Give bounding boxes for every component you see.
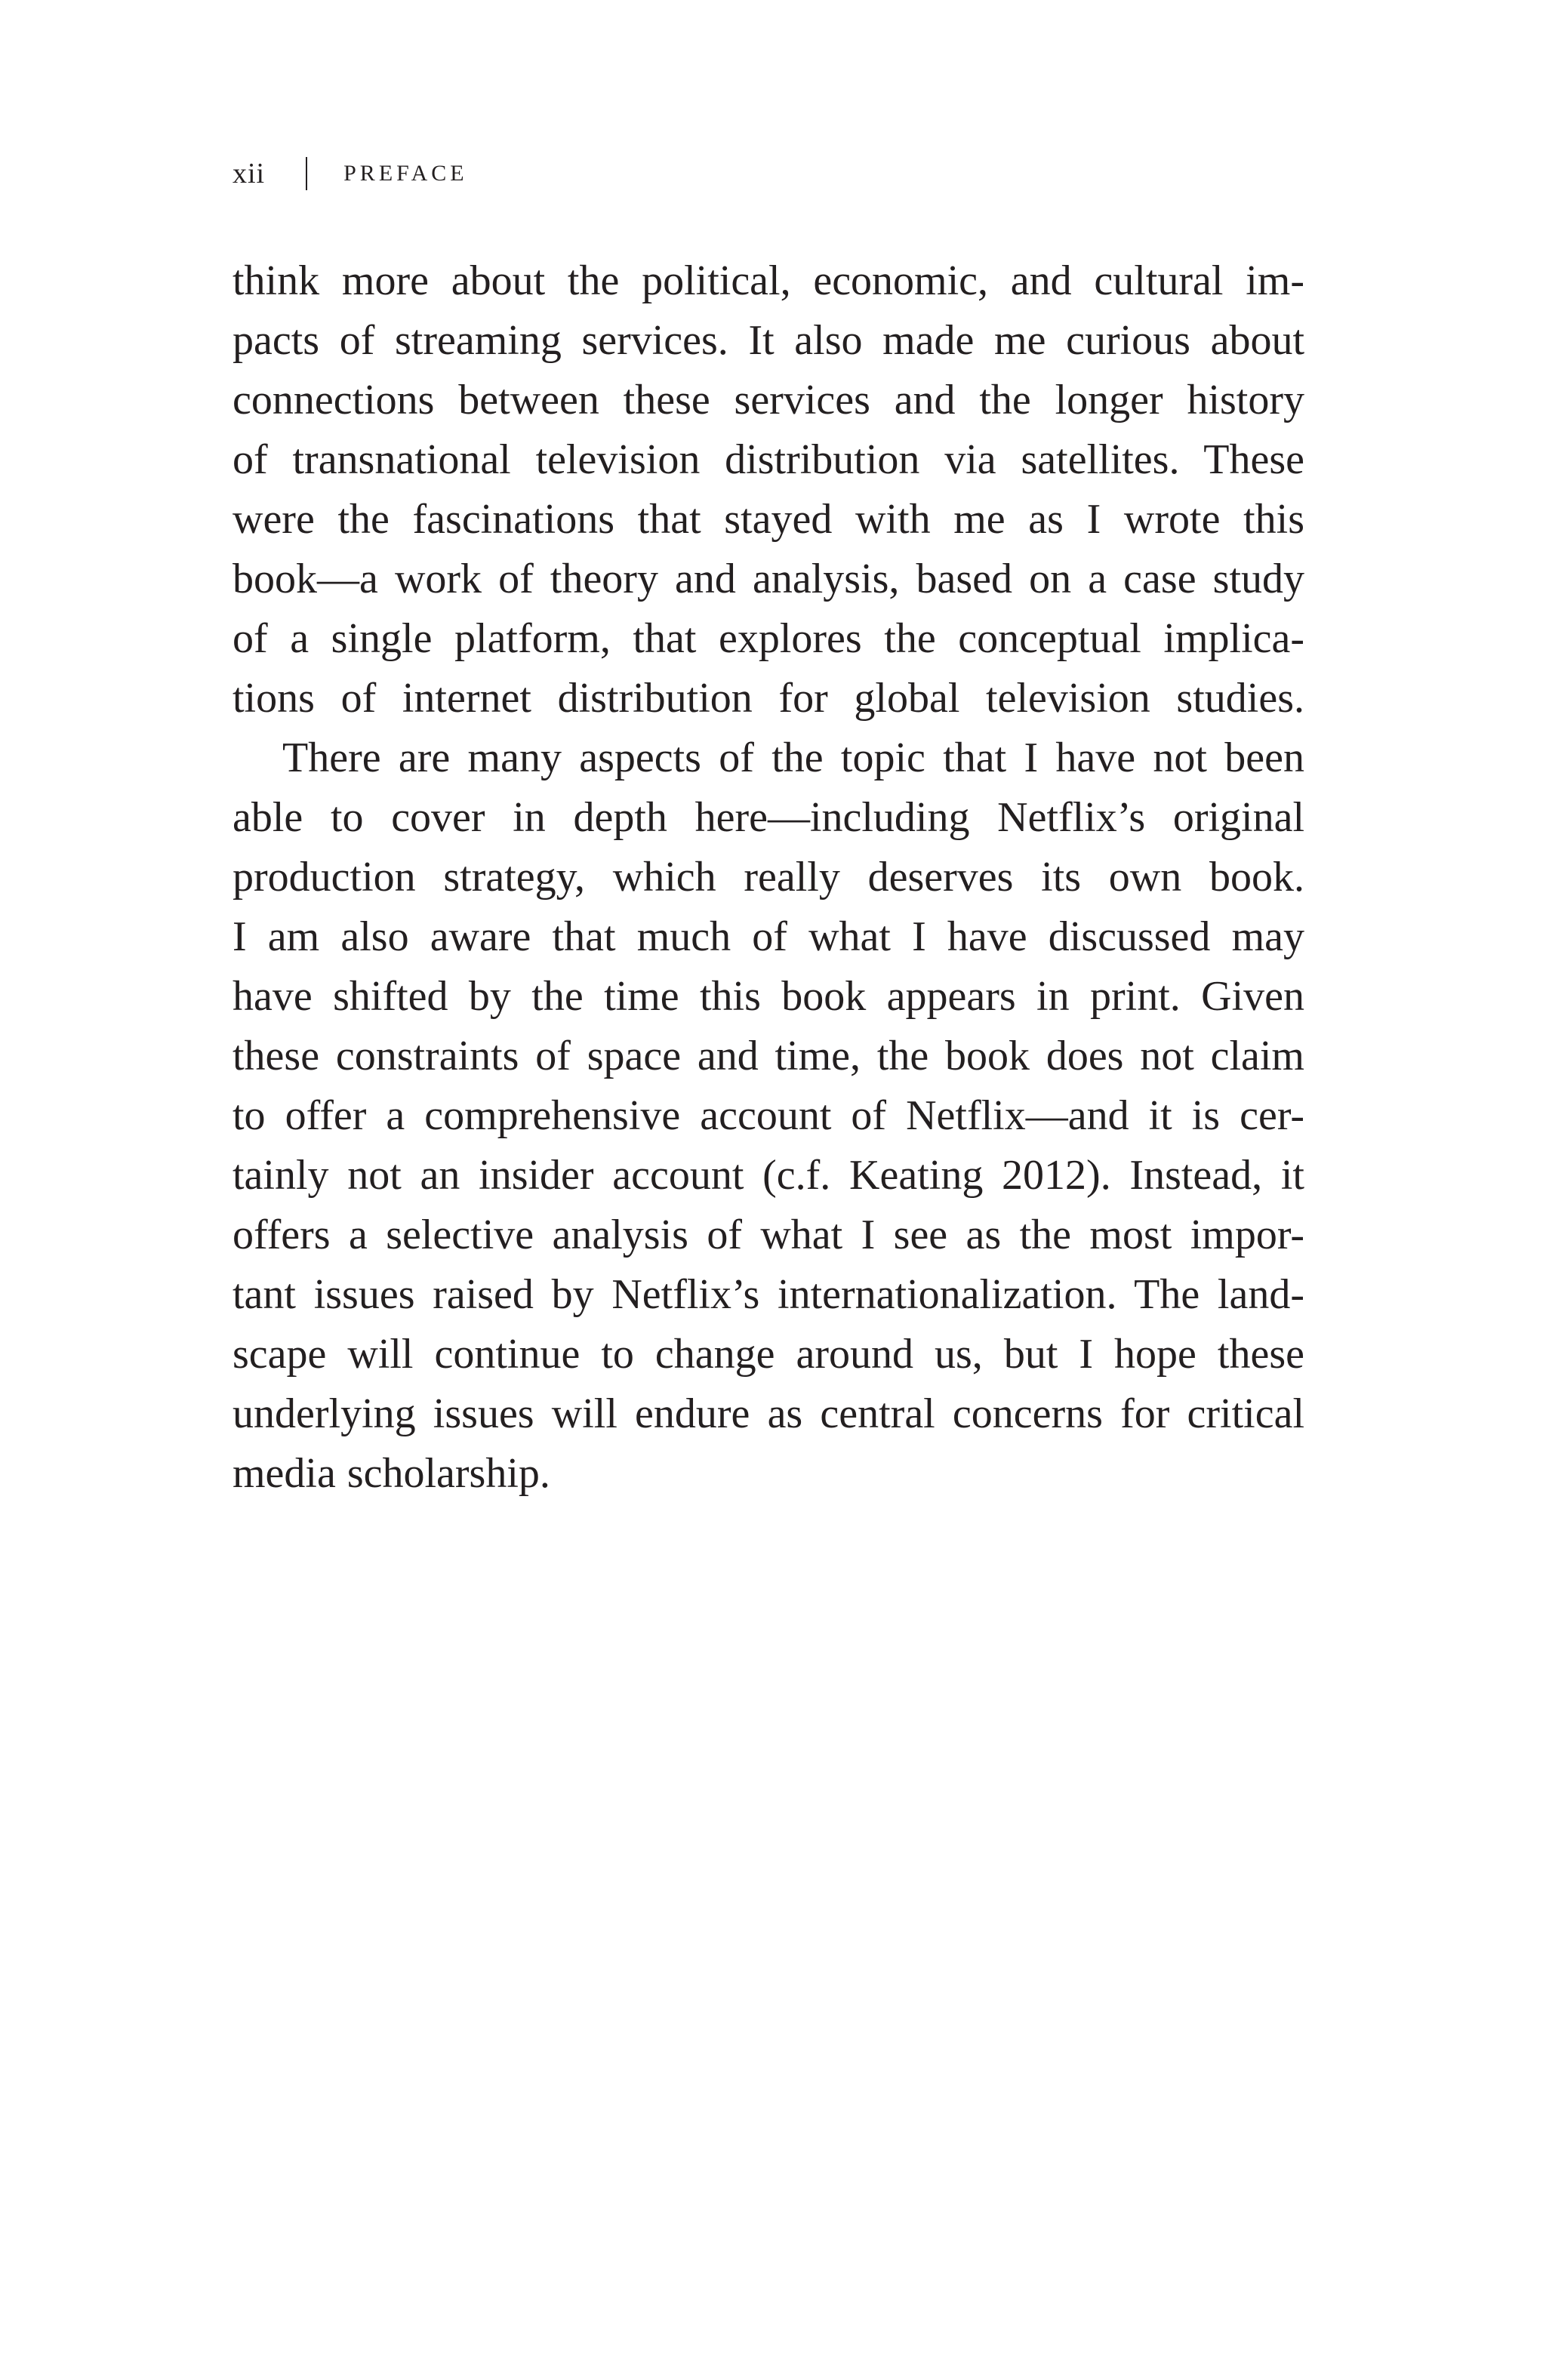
page-number: xii	[233, 158, 266, 189]
text-line: media scholarship.	[233, 1450, 550, 1497]
text-line: connections between these services and the longer history	[233, 377, 1304, 423]
running-head-title: PREFACE	[343, 161, 468, 186]
body-text	[233, 251, 1304, 1504]
text-line: have shifted by the time this book appears in print. Given	[233, 973, 1304, 1020]
text-line: underlying issues will endure as central concerns for critical	[233, 1390, 1304, 1437]
text-line: tant issues raised by Netflix’s internationalization. The land-	[233, 1271, 1304, 1318]
text-line: There are many aspects of the topic that I have not been	[282, 734, 1304, 781]
text-line: think more about the political, economic, and cultural im-	[233, 257, 1304, 304]
paragraph-1	[233, 251, 1304, 728]
text-line: pacts of streaming services. It also made me curious about	[233, 317, 1304, 364]
text-line: able to cover in depth here—including Netflix’s original	[233, 794, 1304, 841]
paragraph-2	[233, 728, 1304, 1504]
text-line: offers a selective analysis of what I see as the most impor-	[233, 1212, 1304, 1258]
text-line: were the fascinations that stayed with me as I wrote this	[233, 496, 1304, 543]
text-line: production strategy, which really deserves its own book.	[233, 854, 1304, 901]
text-line: tainly not an insider account (c.f. Keating 2012). Instead, it	[233, 1152, 1304, 1199]
running-head	[233, 155, 1304, 192]
text-line: of a single platform, that explores the conceptual implica-	[233, 615, 1304, 662]
text-line: these constraints of space and time, the book does not claim	[233, 1033, 1304, 1079]
text-line: tions of internet distribution for global television studies.	[233, 675, 1304, 722]
text-line: book—a work of theory and analysis, based on a case study	[233, 556, 1304, 602]
running-head-divider	[306, 157, 307, 190]
text-line: of transnational television distribution via satellites. These	[233, 436, 1304, 483]
book-page	[233, 155, 1304, 1504]
text-line: I am also aware that much of what I have discussed may	[233, 913, 1304, 960]
text-line: to offer a comprehensive account of Netflix—and it is cer-	[233, 1092, 1304, 1139]
text-line: scape will continue to change around us, but I hope these	[233, 1331, 1304, 1378]
